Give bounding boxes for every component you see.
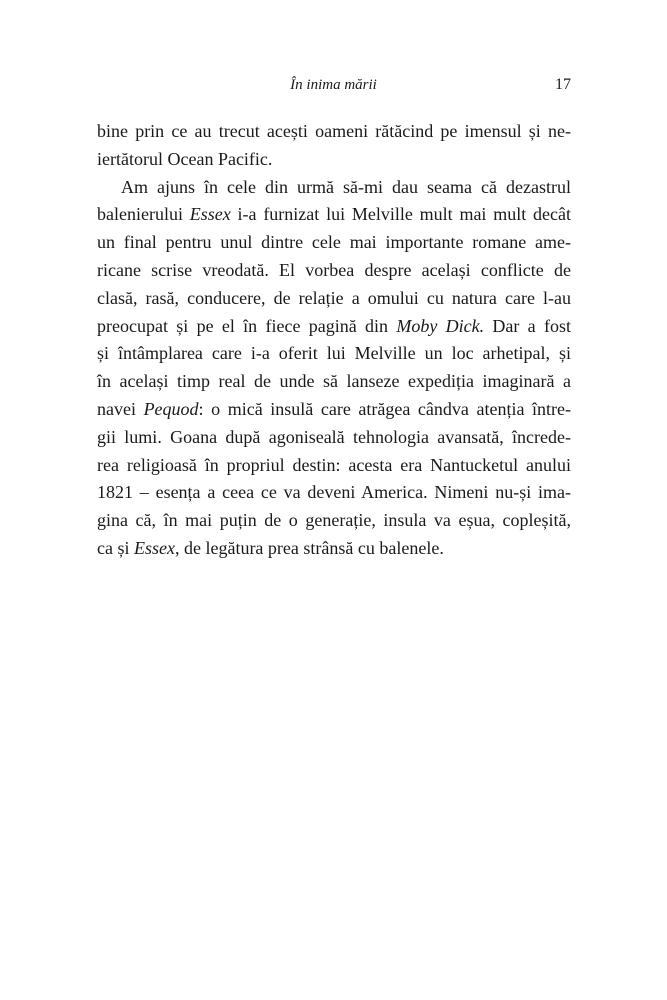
text-line: gina că, în mai puțin de o generație, insula va eșua, copleșită, [97, 510, 571, 531]
text-line: iertătorul Ocean Pacific. [97, 148, 273, 169]
text-line: Am ajuns în cele din urmă să-mi dau seama că dezastrul [121, 176, 571, 197]
text-line: navei Pequod: o mică insulă care atrăgea cândva atenția între- [97, 398, 571, 419]
text-line: bine prin ce au trecut acești oameni rătăcind pe imensul și ne- [97, 121, 571, 141]
page-number: 17 [555, 76, 571, 93]
text-line: un final pentru unul dintre cele mai importante romane ame- [97, 232, 571, 253]
text-line: în același timp real de unde să lanseze expediția imaginară a [97, 371, 571, 392]
ship-name-pequod: Pequod [143, 398, 199, 419]
ship-name-essex: Essex [133, 537, 175, 558]
running-title: În inima mării [290, 77, 377, 93]
text-line: și întâmplarea care i-a oferit lui Melville un loc arhetipal, și [97, 343, 571, 364]
text-line: balenierului Essex i-a furnizat lui Melville mult mai mult decât [97, 204, 571, 225]
text-line: rea religioasă în propriul destin: acesta era Nantucketul anului [97, 454, 571, 475]
book-title-moby-dick: Moby Dick. [396, 315, 485, 336]
text-line: gii lumi. Goana după agoniseală tehnologia avansată, încrede- [97, 426, 571, 447]
text-line: 1821 – esența a ceea ce va deveni America. Nimeni nu-și ima- [97, 482, 571, 503]
running-head [0, 74, 667, 96]
body-text [97, 118, 571, 563]
text-line: preocupat și pe el în fiece pagină din Moby Dick. Dar a fost [97, 315, 571, 336]
text-line: clasă, rasă, conducere, de relație a omului cu natura care l-au [97, 287, 571, 308]
ship-name-essex: Essex [189, 204, 231, 225]
text-line: ricane scrise vreodată. El vorbea despre același conflicte de [97, 259, 571, 280]
text-line: ca și Essex, de legătura prea strânsă cu balenele. [97, 537, 444, 558]
